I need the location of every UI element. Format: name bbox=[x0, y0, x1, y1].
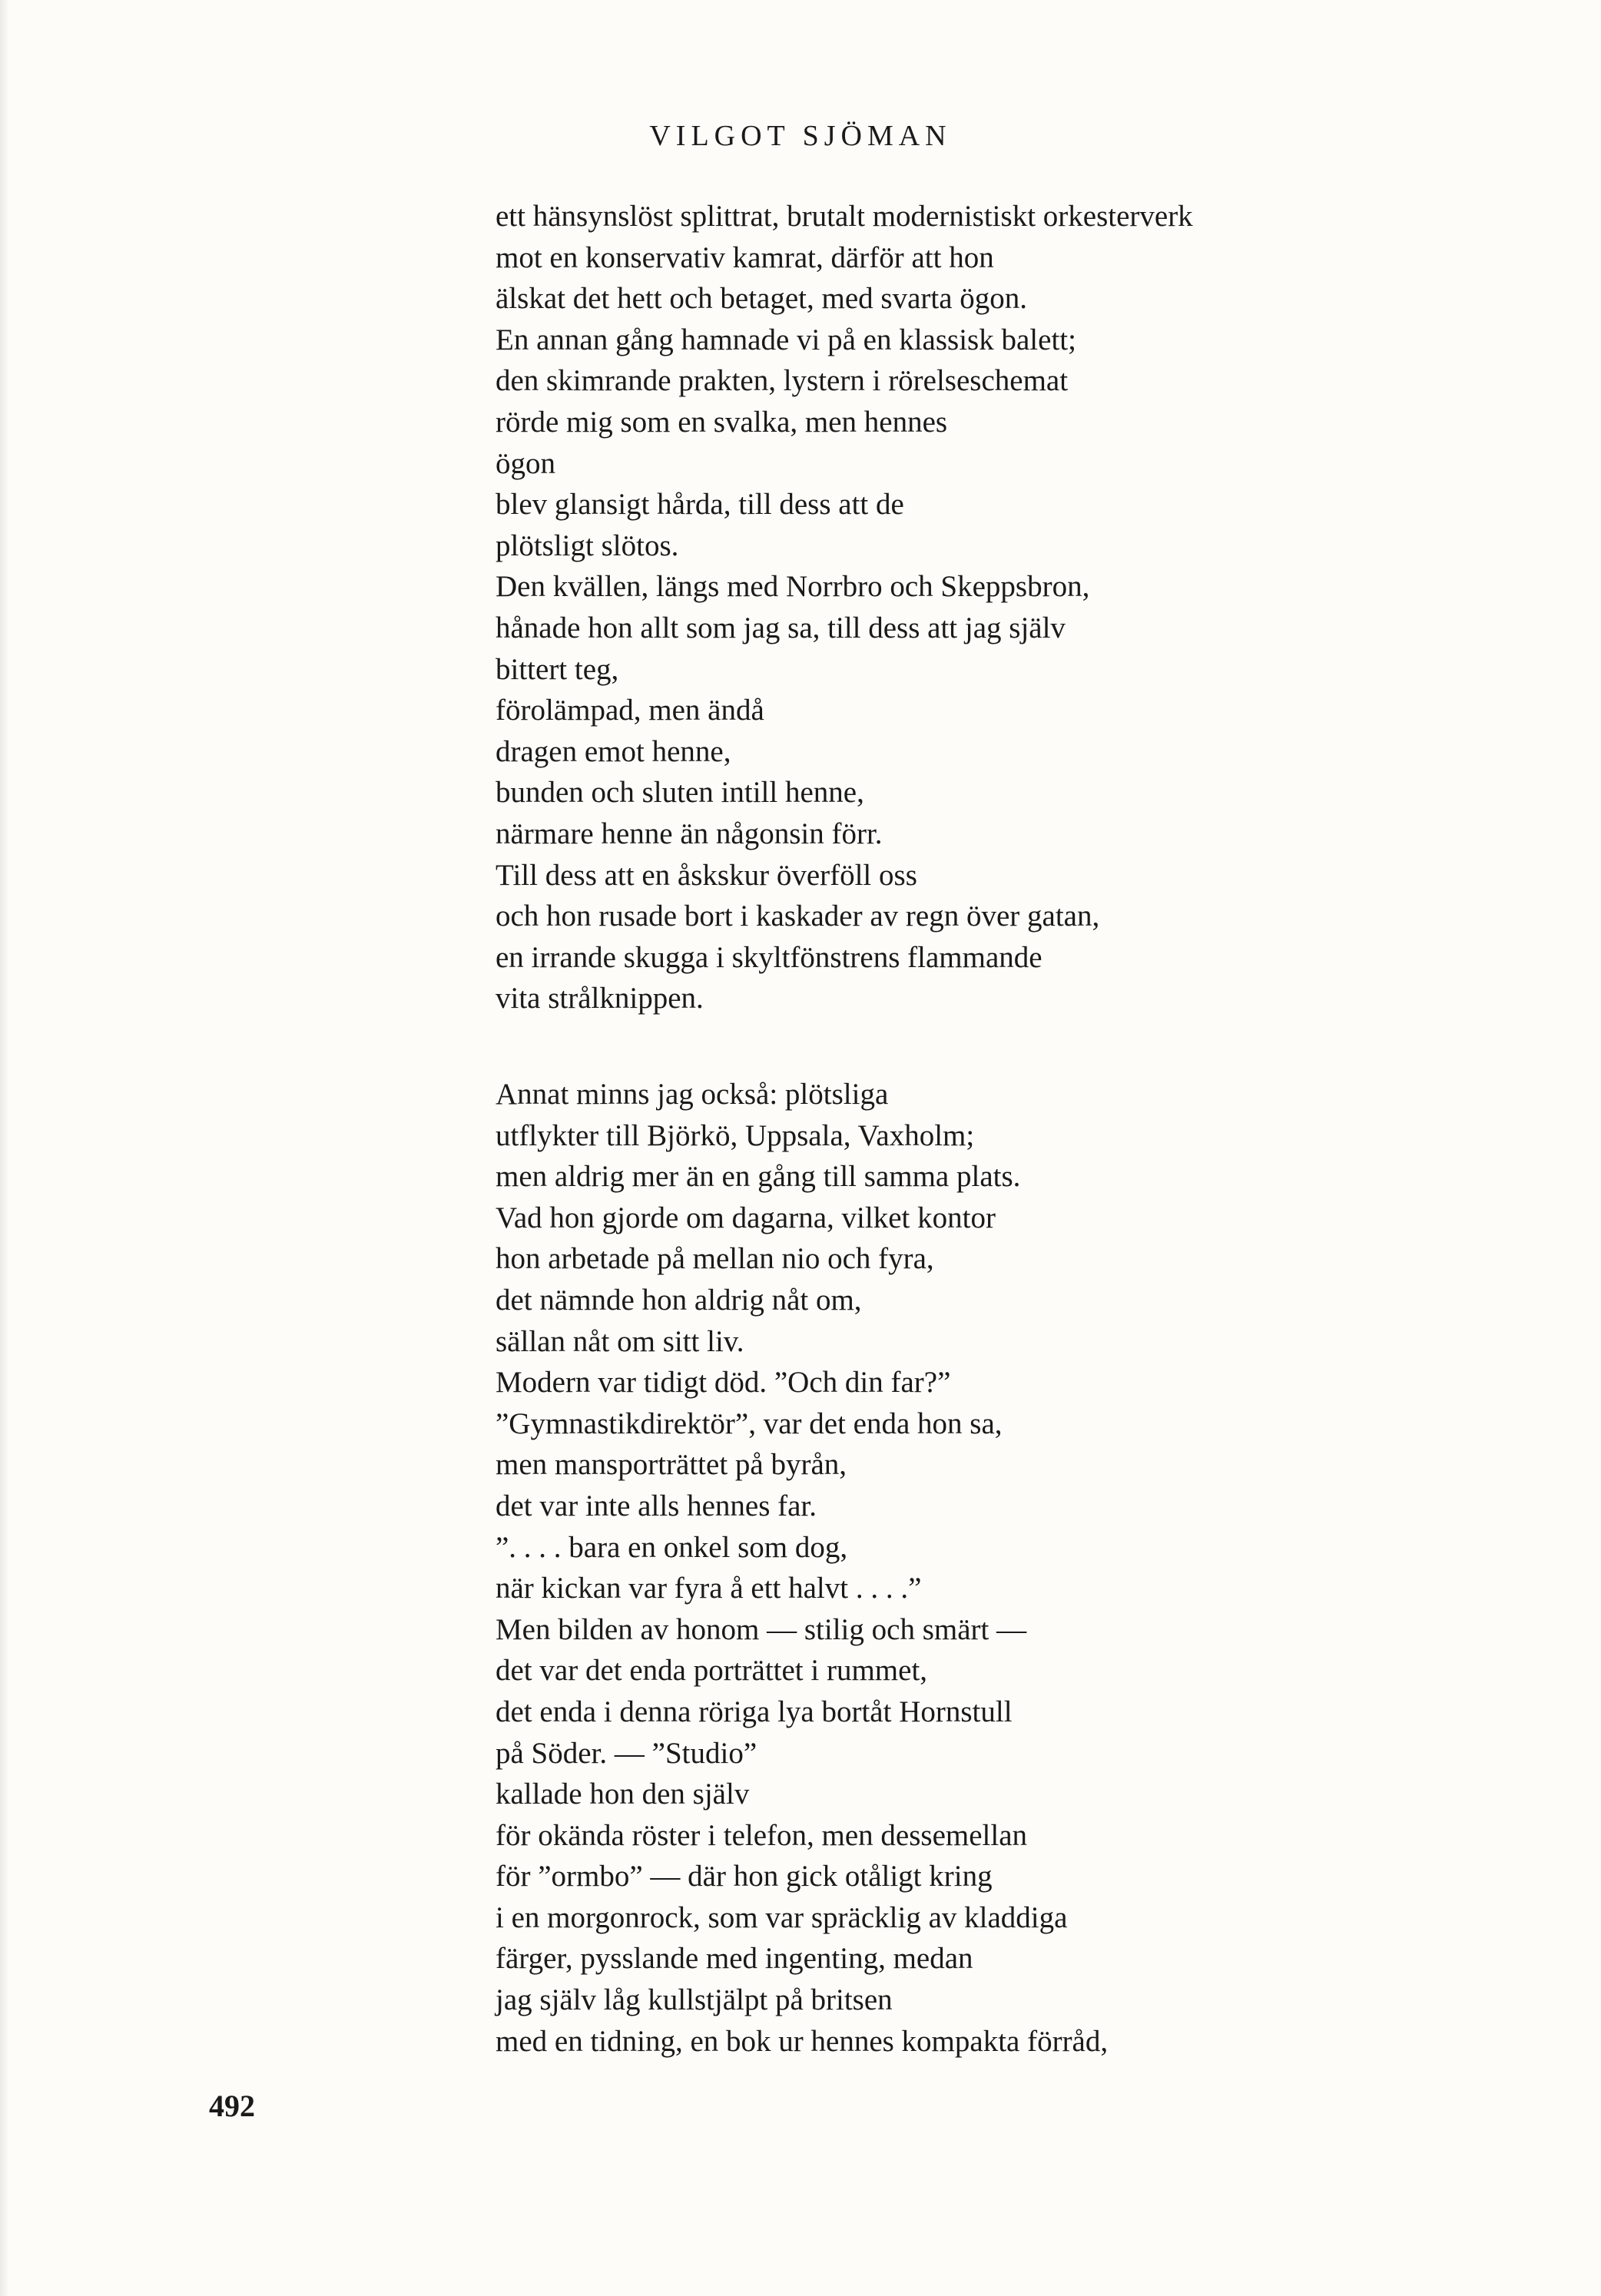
poem-line: det nämnde hon aldrig nåt om, bbox=[496, 1283, 862, 1317]
poem-line: Vad hon gjorde om dagarna, vilket kontor bbox=[496, 1201, 996, 1234]
page-number: 492 bbox=[209, 2089, 255, 2123]
poem-line: det var inte alls hennes far. bbox=[496, 1489, 817, 1522]
poem-line: bittert teg, bbox=[496, 652, 619, 686]
poem-line: ”. . . . bara en onkel som dog, bbox=[496, 1530, 848, 1564]
poem-line: rörde mig som en svalka, men hennes bbox=[496, 405, 948, 439]
poem-line: plötsligt slötos. bbox=[496, 528, 679, 562]
poem-line: blev glansigt hårda, till dess att de bbox=[496, 488, 904, 522]
poem-line: En annan gång hamnade vi på en klassisk balett; bbox=[496, 323, 1076, 356]
poem-line: Till dess att en åskskur överföll oss bbox=[496, 858, 917, 892]
poem-line: färger, pysslande med ingenting, medan bbox=[496, 1942, 973, 1976]
poem-line: på Söder. — ”Studio” bbox=[496, 1736, 757, 1770]
poem-line: hånade hon allt som jag sa, till dess att jag själv bbox=[496, 611, 1066, 644]
poem-line: Annat minns jag också: plötsliga bbox=[496, 1078, 889, 1111]
poem-line: i en morgonrock, som var spräcklig av kladdiga bbox=[496, 1900, 1068, 1934]
poem-line: bunden och sluten intill henne, bbox=[496, 776, 864, 810]
poem-line: sällan nåt om sitt liv. bbox=[496, 1324, 744, 1358]
poem-line: mot en konservativ kamrat, därför att hon bbox=[496, 240, 994, 274]
poem-line: älskat det hett och betaget, med svarta ögon. bbox=[496, 282, 1028, 316]
poem-line: för ”ormbo” — där hon gick otåligt kring bbox=[496, 1860, 993, 1893]
poem-line: och hon rusade bort i kaskader av regn över gatan, bbox=[496, 900, 1100, 933]
poem-line: för okända röster i telefon, men dessemellan bbox=[496, 1818, 1028, 1852]
poem-line: men mansporträttet på byrån, bbox=[496, 1448, 847, 1482]
poem-line: utflykter till Björkö, Uppsala, Vaxholm; bbox=[496, 1118, 975, 1152]
poem-line: en irrande skugga i skyltfönstrens flammande bbox=[496, 940, 1042, 974]
stanza-1 bbox=[496, 196, 1193, 1019]
poem-line: dragen emot henne, bbox=[496, 734, 731, 768]
poem-line: med en tidning, en bok ur hennes kompakta förråd, bbox=[496, 2024, 1109, 2058]
poem-line: ett hänsynslöst splittrat, brutalt modernistiskt orkesterverk bbox=[496, 200, 1193, 233]
poem-line: den skimrande prakten, lystern i rörelseschemat bbox=[496, 364, 1069, 398]
page-edge-shadow bbox=[0, 0, 9, 2296]
poem-line: Den kvällen, längs med Norrbro och Skeppsbron, bbox=[496, 570, 1090, 604]
poem-line: närmare henne än någonsin förr. bbox=[496, 817, 883, 850]
poem-line: ”Gymnastikdirektör”, var det enda hon sa, bbox=[496, 1406, 1003, 1440]
poem-line: det var det enda porträttet i rummet, bbox=[496, 1654, 928, 1688]
running-head: VILGOT SJÖMAN bbox=[649, 120, 952, 152]
poem-line: Modern var tidigt död. ”Och din far?” bbox=[496, 1366, 951, 1400]
poem-line: jag själv låg kullstjälpt på britsen bbox=[496, 1983, 893, 2017]
poem-line: hon arbetade på mellan nio och fyra, bbox=[496, 1242, 934, 1276]
poem-line: ögon bbox=[496, 446, 555, 480]
poem-line: kallade hon den själv bbox=[496, 1777, 750, 1811]
poem-line: förolämpad, men ändå bbox=[496, 694, 764, 727]
poem-line: det enda i denna röriga lya bortåt Hornstull bbox=[496, 1695, 1013, 1728]
poem-line: när kickan var fyra å ett halvt . . . .” bbox=[496, 1572, 922, 1605]
stanza-2 bbox=[496, 1074, 1108, 2062]
poem-line: men aldrig mer än en gång till samma plats. bbox=[496, 1160, 1021, 1194]
poem-line: vita strålknippen. bbox=[496, 982, 704, 1015]
poem-line: Men bilden av honom — stilig och smärt — bbox=[496, 1612, 1027, 1646]
